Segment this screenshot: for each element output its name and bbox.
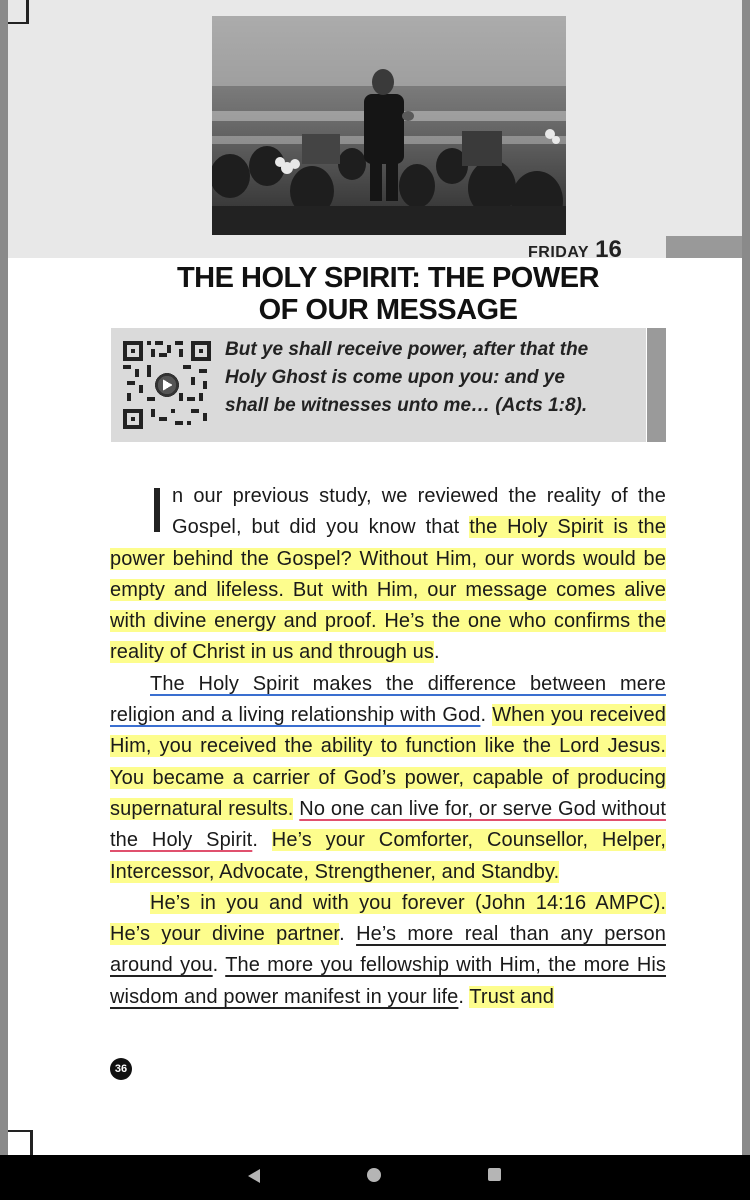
crop-mark-top [26,0,29,24]
memory-verse-box [111,328,646,442]
crop-mark-bottom-h [8,1130,32,1132]
android-navigation-bar [0,1155,750,1200]
nav-recents-icon[interactable] [488,1168,501,1181]
date-label [528,236,622,262]
title-line-1: THE HOLY SPIRIT: THE POWER [176,262,600,294]
red-underlined-text[interactable]: No one can live for, or serve God without the Holy Spirit [110,797,666,852]
page-number-badge: 36 [110,1058,132,1080]
date-accent-bar [666,236,742,258]
day-name: FRIDAY [528,244,590,261]
highlighted-text[interactable]: He’s your Comforter, Counsellor, Helper, Intercessor, Advocate, Strengthener, and Standby. [110,829,666,883]
text-span: . [433,641,440,664]
title-line-2: OF OUR MESSAGE [258,294,518,326]
blue-underlined-text[interactable]: The Holy Spirit makes the difference between mere religion and a living relationship with God [110,672,666,727]
paragraph-3 [110,888,666,1013]
text-span: . [458,985,470,1008]
drop-cap-glyph [154,488,160,532]
day-number: 16 [595,236,622,263]
paragraph-1 [110,481,666,669]
highlighted-text[interactable]: He’s in you and with you forever (John 14:16 AMPC). He’s your divine partner [110,891,666,946]
crop-mark-top-h [8,22,28,24]
underlined-text[interactable]: He’s more real than any person around you [110,923,666,977]
devotional-body [110,481,666,1013]
qr-code-icon[interactable] [123,341,211,429]
highlighted-text[interactable]: Trust and [469,985,554,1008]
highlighted-text[interactable]: the Holy Spirit is the power behind the Gospel? Without Him, our words would be empty and lifeless. But with Him, our message comes alive with divine energy and proof. He’s the one who confirms the reality of Christ in us and through us [110,516,666,664]
text-span: . [212,954,226,977]
book-page [8,0,742,1155]
devotional-title [108,262,668,326]
crop-mark-bottom [30,1130,33,1155]
highlighted-text[interactable]: When you received Him, you received the ability to function like the Lord Jesus. You became a carrier of God’s power, capable of producing supernatural results. [110,704,666,820]
verse-accent-bar [647,328,666,442]
verse-line-3: shall be witnesses unto me… (Acts 1:8). [225,395,588,416]
verse-line-1: But ye shall receive power, after that the [225,339,589,360]
nav-home-icon[interactable] [367,1168,381,1182]
paragraph-2 [110,669,666,888]
header-photo [212,16,566,235]
nav-back-icon[interactable] [247,1168,261,1184]
underlined-text[interactable]: The more you fellowship with Him, the more His wisdom and power manifest in your life [110,954,667,1008]
drop-cap [154,487,162,537]
text-span: . [480,704,493,727]
text-span: n our previous study, we reviewed the reality of the Gospel, but did you know that [172,485,666,539]
text-span: . [339,923,357,946]
verse-line-2: Holy Ghost is come upon you: and ye [225,367,565,388]
memory-verse-text [225,336,641,420]
text-span: . [252,829,272,852]
